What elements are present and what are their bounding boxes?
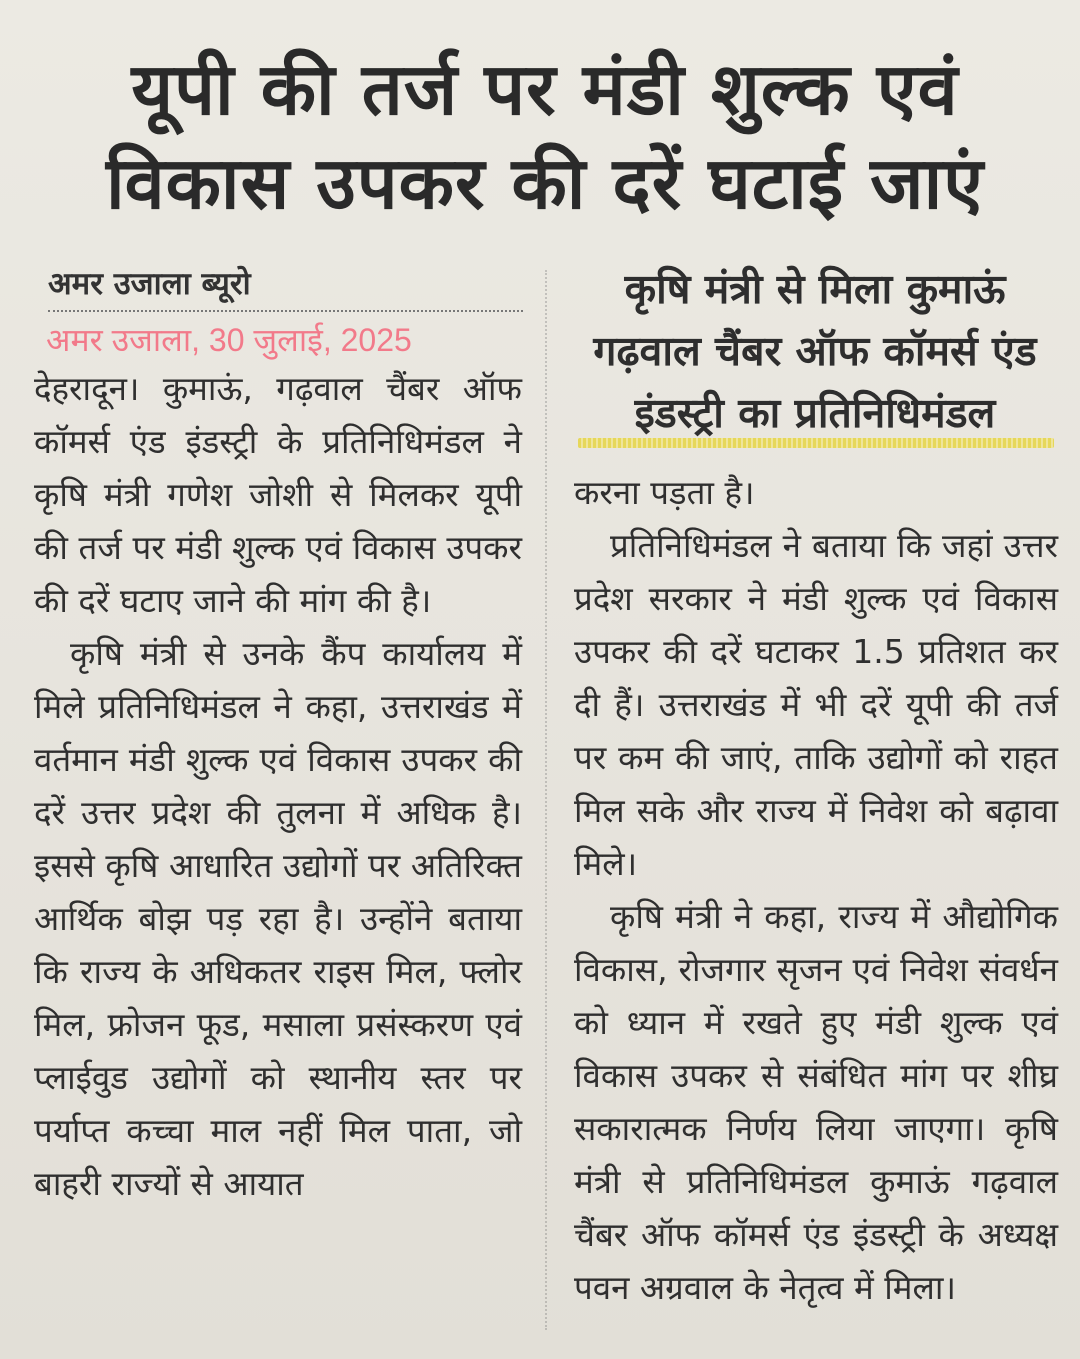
paragraph: कृषि मंत्री ने कहा, राज्य में औद्योगिक विकास, रोजगार सृजन एवं निवेश संवर्धन को ध्यान में रखते हुए मंडी शुल्क एवं विकास उपकर से संबंधित मांग पर शीघ्र सकारात्मक निर्णय लिया जाएगा। कृषि मंत्री से प्रतिनिधिमंडल कुमाऊं गढ़वाल चैंबर ऑफ कॉमर्स एंड इंडस्ट्री के अध्यक्ष पवन अग्रवाल के नेतृत्व में मिला। [574, 897, 1058, 1307]
column-divider [545, 270, 547, 1330]
headline-line-1: यूपी की तर्ज पर मंडी शुल्क एवं [131, 47, 959, 131]
left-column [34, 362, 522, 1210]
paragraph: करना पड़ता है। [574, 473, 755, 512]
dateline: अमर उजाला, 30 जुलाई, 2025 [46, 322, 412, 358]
subheadline: कृषि मंत्री से मिला कुमाऊं गढ़वाल चैंबर ऑफ कॉमर्स एंड इंडस्ट्री का प्रतिनिधिमंडल [593, 265, 1037, 437]
paragraph: प्रतिनिधिमंडल ने बताया कि जहां उत्तर प्रदेश सरकार ने मंडी शुल्क एवं विकास उपकर की दरें घटाकर 1.5 प्रतिशत कर दी हैं। उत्तराखंड में भी दरें यूपी की तर्ज पर कम की जाएं, ताकि उद्योगों को राहत मिल सके और राज्य में निवेश को बढ़ावा मिले। [574, 526, 1058, 883]
paragraph: कृषि मंत्री से उनके कैंप कार्यालय में मिले प्रतिनिधिमंडल ने कहा, उत्तराखंड में वर्तमान मंडी शुल्क एवं विकास उपकर की दरें उत्तर प्रदेश की तुलना में अधिक है। इससे कृषि आधारित उद्योगों पर अतिरिक्त आर्थिक बोझ पड़ रहा है। उन्होंने बताया कि राज्य के अधिकतर राइस मिल, फ्लोर मिल, फ्रोजन फूड, मसाला प्रसंस्करण एवं प्लाईवुड उद्योगों को स्थानीय स्तर पर पर्याप्त कच्चा माल नहीं मिल पाता, जो बाहरी राज्यों से आयात [34, 634, 522, 1203]
paragraph: देहरादून। कुमाऊं, गढ़वाल चैंबर ऑफ कॉमर्स एंड इंडस्ट्री के प्रतिनिधिमंडल ने कृषि मंत्री गणेश जोशी से मिलकर यूपी की तर्ज पर मंडी शुल्क एवं विकास उपकर की दरें घटाए जाने की मांग की है। [34, 369, 522, 620]
subheadline-rule [578, 438, 1054, 448]
headline [40, 42, 1050, 230]
byline: अमर उजाला ब्यूरो [48, 262, 523, 312]
headline-line-2: विकास उपकर की दरें घटाई जाएं [105, 141, 985, 225]
right-column [574, 466, 1058, 1314]
